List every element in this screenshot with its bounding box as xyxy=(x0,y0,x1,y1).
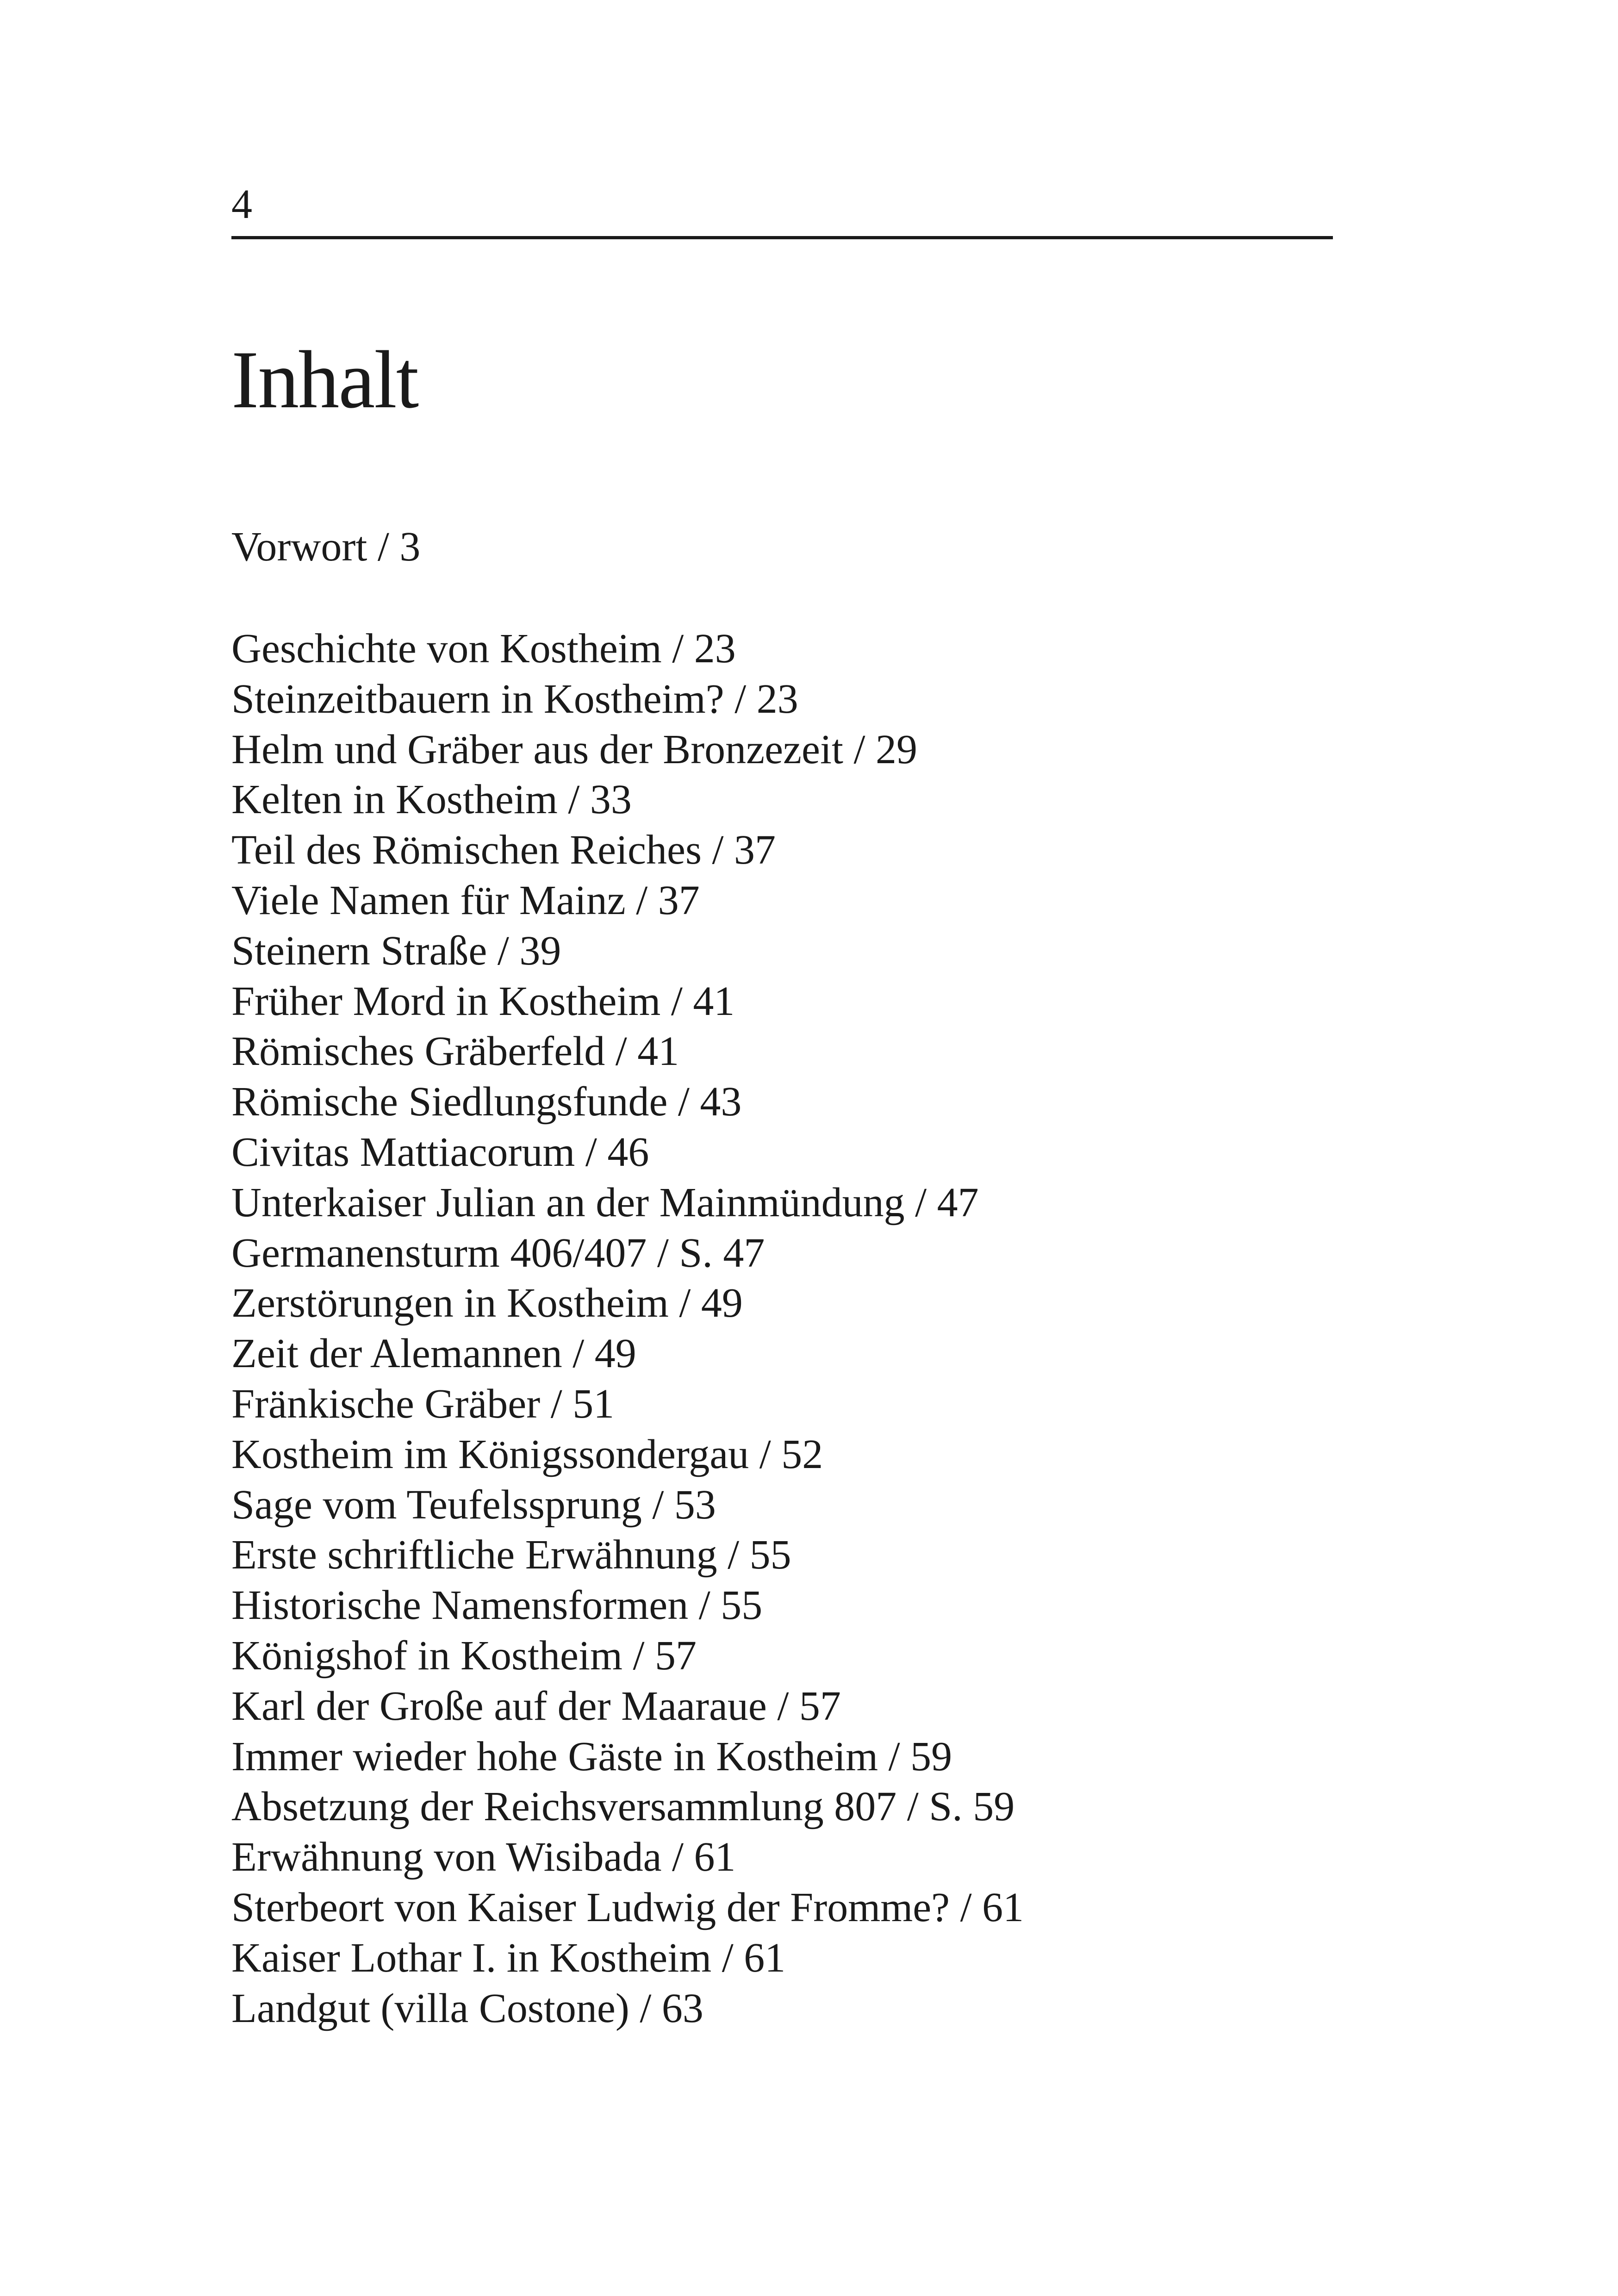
toc-entry: Immer wieder hohe Gäste in Kostheim / 59 xyxy=(231,1733,952,1780)
toc-entry: Steinzeitbauern in Kostheim? / 23 xyxy=(231,676,798,722)
page-title: Inhalt xyxy=(231,334,418,425)
table-of-contents xyxy=(231,624,1024,2034)
toc-entry: Absetzung der Reichsversammlung 807 / S. 59 xyxy=(231,1784,1015,1830)
toc-entry: Sterbeort von Kaiser Ludwig der Fromme? / 61 xyxy=(231,1884,1024,1930)
toc-entry: Kelten in Kostheim / 33 xyxy=(231,777,632,823)
toc-entry: Fränkische Gräber / 51 xyxy=(231,1381,615,1427)
header-rule xyxy=(231,236,1333,239)
toc-entry: Königshof in Kostheim / 57 xyxy=(231,1632,697,1679)
toc-entry: Früher Mord in Kostheim / 41 xyxy=(231,978,735,1024)
toc-entry: Geschichte von Kostheim / 23 xyxy=(231,626,736,672)
toc-entry: Germanensturm 406/407 / S. 47 xyxy=(231,1230,765,1276)
toc-entry: Römisches Gräberfeld / 41 xyxy=(231,1028,679,1075)
toc-entry-preface: Vorwort / 3 xyxy=(231,524,421,570)
toc-entry: Steinern Straße / 39 xyxy=(231,927,561,974)
toc-entry: Kostheim im Königssondergau / 52 xyxy=(231,1431,823,1477)
toc-entry: Civitas Mattiacorum / 46 xyxy=(231,1129,649,1175)
toc-entry: Historische Namensformen / 55 xyxy=(231,1582,763,1629)
toc-entry: Sage vom Teufelssprung / 53 xyxy=(231,1481,716,1528)
toc-entry: Zeit der Alemannen / 49 xyxy=(231,1331,636,1377)
toc-entry: Helm und Gräber aus der Bronzezeit / 29 xyxy=(231,726,917,772)
toc-entry: Erste schriftliche Erwähnung / 55 xyxy=(231,1532,791,1578)
toc-entry: Römische Siedlungsfunde / 43 xyxy=(231,1079,742,1125)
toc-entry: Karl der Große auf der Maaraue / 57 xyxy=(231,1683,841,1729)
toc-entry: Kaiser Lothar I. in Kostheim / 61 xyxy=(231,1935,786,1981)
toc-entry: Landgut (villa Costone) / 63 xyxy=(231,1985,703,2031)
toc-entry: Unterkaiser Julian an der Mainmündung / 47 xyxy=(231,1179,979,1226)
toc-entry: Viele Namen für Mainz / 37 xyxy=(231,877,700,923)
toc-entry: Zerstörungen in Kostheim / 49 xyxy=(231,1280,743,1326)
page-number: 4 xyxy=(231,181,252,227)
toc-entry: Teil des Römischen Reiches / 37 xyxy=(231,827,776,873)
toc-entry: Erwähnung von Wisibada / 61 xyxy=(231,1834,736,1880)
